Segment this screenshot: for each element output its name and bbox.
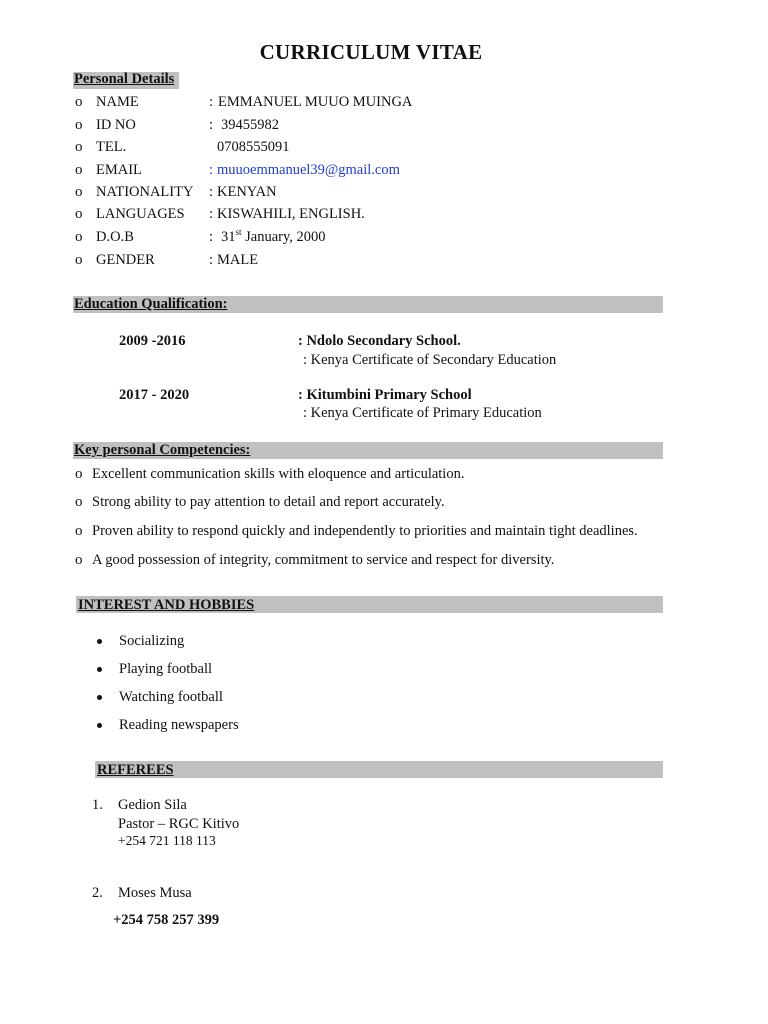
referee-number: 1.: [92, 797, 103, 813]
bullet-icon: o: [75, 252, 83, 268]
education-years-1: 2009 -2016: [119, 333, 186, 349]
value-name: EMMANUEL MUUO MUINGA: [218, 94, 413, 110]
education-cert-2: : Kenya Certificate of Primary Education: [303, 405, 542, 421]
bullet-icon: o: [75, 229, 83, 245]
bullet-icon: o: [75, 494, 83, 510]
label-dob: D.O.B: [96, 229, 134, 245]
sep-nationality: :: [209, 184, 214, 200]
sep-dob: :: [209, 229, 214, 245]
sep-languages: :: [209, 206, 214, 222]
bullet-dot-icon: [97, 723, 102, 728]
referees-heading-band: [95, 761, 663, 778]
value-id: 39455982: [221, 117, 279, 133]
label-email: EMAIL: [96, 162, 142, 178]
bullet-icon: o: [75, 184, 83, 200]
label-name: NAME: [96, 94, 139, 110]
bullet-icon: o: [75, 206, 83, 222]
page-title: CURRICULUM VITAE: [259, 40, 483, 64]
bullet-icon: o: [75, 162, 83, 178]
competencies-heading: Key personal Competencies:: [74, 442, 251, 458]
hobby-item: Watching football: [119, 689, 223, 705]
referee-name: Moses Musa: [118, 885, 192, 901]
bullet-dot-icon: [97, 667, 102, 672]
bullet-icon: o: [75, 117, 83, 133]
referee-number: 2.: [92, 885, 103, 901]
competency-item: Proven ability to respond quickly and independently to priorities and maintain tight deadlines.: [92, 523, 638, 539]
competency-item: Strong ability to pay attention to detail and report accurately.: [92, 494, 445, 510]
referee-role: Pastor – RGC Kitivo: [118, 816, 240, 832]
value-dob: [221, 229, 326, 246]
personal-details-heading: Personal Details: [74, 71, 175, 87]
value-tel: 0708555091: [217, 139, 290, 155]
bullet-icon: o: [75, 552, 83, 568]
label-id: ID NO: [96, 117, 136, 133]
sep-email: :: [209, 162, 214, 178]
label-gender: GENDER: [96, 252, 155, 268]
bullet-icon: o: [75, 94, 83, 110]
referee-phone: +254 758 257 399: [113, 912, 220, 928]
dob-day: 31: [221, 229, 236, 245]
hobby-item: Reading newspapers: [119, 717, 239, 733]
referee-phone: +254 721 118 113: [118, 833, 216, 848]
bullet-dot-icon: [97, 695, 102, 700]
education-heading: Education Qualification:: [74, 296, 228, 312]
dob-ordinal: st: [235, 227, 242, 238]
referees-heading: REFEREES: [97, 762, 174, 778]
competency-item: A good possession of integrity, commitment to service and respect for diversity.: [92, 552, 555, 568]
label-tel: TEL.: [96, 139, 127, 155]
hobby-item: Playing football: [119, 661, 213, 677]
education-school-2: : Kitumbini Primary School: [298, 387, 472, 403]
competency-item: Excellent communication skills with eloquence and articulation.: [92, 466, 465, 482]
dob-month-year: January, 2000: [245, 229, 326, 245]
email-link[interactable]: muuoemmanuel39@gmail.com: [217, 162, 400, 178]
value-languages: KISWAHILI, ENGLISH.: [217, 206, 365, 222]
education-cert-1: : Kenya Certificate of Secondary Education: [303, 352, 557, 368]
sep-id: :: [209, 117, 214, 133]
education-years-2: 2017 - 2020: [119, 387, 190, 403]
label-languages: LANGUAGES: [96, 206, 185, 222]
bullet-icon: o: [75, 466, 83, 482]
bullet-icon: o: [75, 139, 83, 155]
sep-gender: :: [209, 252, 214, 268]
bullet-dot-icon: [97, 639, 102, 644]
referee-name: Gedion Sila: [118, 797, 187, 813]
bullet-icon: o: [75, 523, 83, 539]
hobby-item: Socializing: [119, 633, 185, 649]
label-nationality: NATIONALITY: [96, 184, 194, 200]
sep-name: :: [209, 94, 214, 110]
value-gender: MALE: [217, 252, 259, 268]
education-school-1: : Ndolo Secondary School.: [298, 333, 461, 349]
value-nationality: KENYAN: [217, 184, 277, 200]
hobbies-heading: INTEREST AND HOBBIES: [78, 597, 255, 613]
